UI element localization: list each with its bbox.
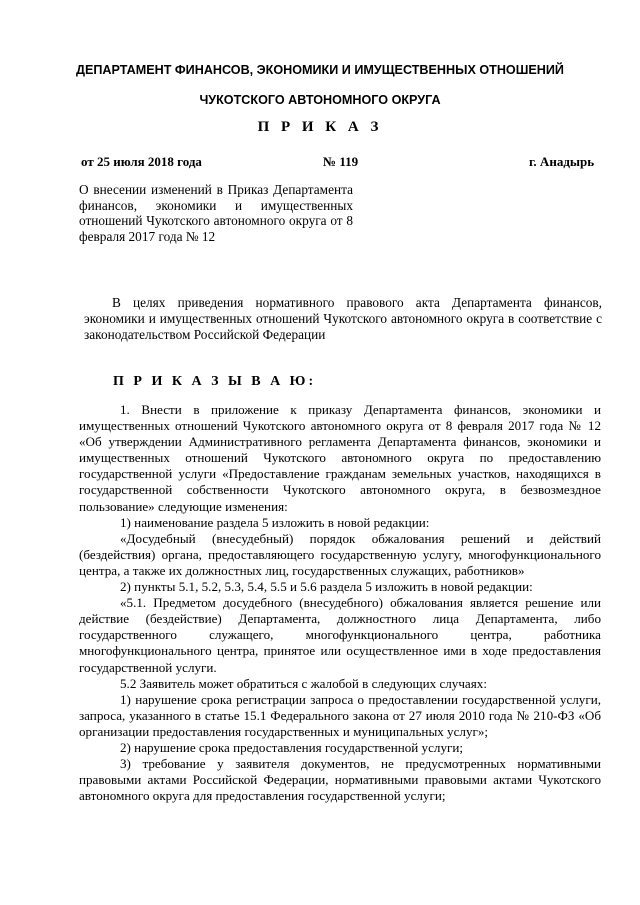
paragraph: 1) наименование раздела 5 изложить в новой редакции: [120, 514, 430, 530]
paragraph: «Досудебный (внесудебный) порядок обжалования решений и действий (бездействия) органа, предоставляющего государственную услугу, многофункционального центра, а также их должностных лиц, государственных служащих, работников» [79, 530, 601, 578]
department-header-line2: ЧУКОТСКОГО АВТОНОМНОГО ОКРУГА [199, 93, 441, 107]
order-subject: О внесении изменений в Приказ Департамента финансов, экономики и имущественных отношений Чукотского автономного округа от 8 февраля 2017 года № 12 [79, 182, 353, 244]
paragraph: 2) нарушение срока предоставления государственной услуги; [120, 739, 464, 755]
paragraph: 3) требование у заявителя документов, не предусмотренных нормативными правовыми актами Российской Федерации, нормативными правовыми актами Чукотского автономного округа для предоставления государственной услуги; [79, 756, 601, 804]
department-header-line1: ДЕПАРТАМЕНТ ФИНАНСОВ, ЭКОНОМИКИ И ИМУЩЕСТВЕННЫХ ОТНОШЕНИЙ [76, 63, 564, 77]
paragraph: 1) нарушение срока регистрации запроса о предоставлении государственной услуги, запроса, указанного в статье 15.1 Федерального закона от 27 июля 2010 года № 210-ФЗ «Об организации предоставления государственных и муниципальных услуг»; [79, 691, 601, 739]
preamble [84, 295, 602, 343]
paragraph: «5.1. Предметом досудебного (внесудебного) обжалования является решение или действие (бездействие) Департамента, должностного лица Департамента, либо государственного служащего, многофункционального центра, работника многофункционального центра, принятое или осуществленное ими в ходе предоставления государственной услуги. [79, 595, 601, 675]
order-date: от 25 июля 2018 года [81, 154, 202, 169]
order-number: № 119 [323, 154, 359, 169]
paragraph: 2) пункты 5.1, 5.2, 5.3, 5.4, 5.5 и 5.6 раздела 5 изложить в новой редакции: [120, 579, 533, 595]
preamble-text: В целях приведения нормативного правового акта Департамента финансов, экономики и имущественных отношений Чукотского автономного округа в соответствие с законодательством Российской Федерации [84, 295, 602, 342]
order-word: П Р И К А З Ы В А Ю: [113, 374, 317, 389]
order-body [79, 402, 601, 804]
paragraph: 5.2 Заявитель может обратиться с жалобой в следующих случаях: [120, 675, 487, 691]
order-place: г. Анадырь [529, 154, 595, 169]
document-type-title: П Р И К А З [257, 119, 383, 135]
paragraph: 1. Внести в приложение к приказу Департамента финансов, экономики и имущественных отношений Чукотского автономного округа от 8 февраля 2017 года № 12 «Об утверждении Административного регламента Департамента финансов, экономики и имущественных отношений Чукотского автономного округа по предоставлению государственной услуги «Предоставление гражданам земельных участков, находящихся в государственной собственности Чукотского автономного округа, в безвозмездное пользование» следующие изменения: [79, 402, 601, 514]
